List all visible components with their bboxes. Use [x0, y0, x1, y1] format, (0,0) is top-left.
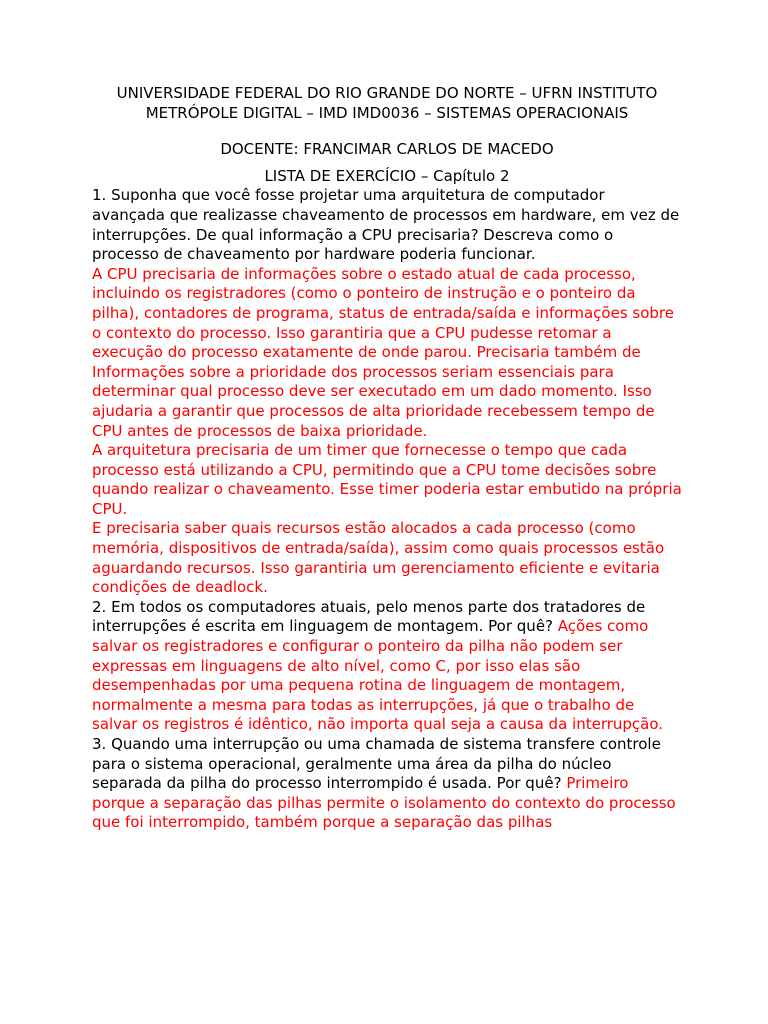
question-2-block [92, 598, 682, 735]
answer-1-paragraph-3: E precisaria saber quais recursos estão alocados a cada processo (como memória, dispositivos de entrada/saída), assim como quais processos estão aguardando recursos. Isso garantiria um gerenciamento eficiente e evitaria condições de deadlock. [92, 519, 665, 597]
answer-2: Ações como salvar os registradores e configurar o ponteiro da pilha não podem ser expressas em linguagens de alto nível, como C, por isso elas são desempenhadas por uma pequena rotina de linguagem de montagem, normalmente a mesma para todas as interrupções, já que o trabalho de salvar os registros é idêntico, não importa qual seja a causa da interrupção. [92, 617, 664, 734]
question-2: 2. Em todos os computadores atuais, pelo menos parte dos tratadores de interrupções é escrita em linguagem de montagem. Por quê? [92, 597, 646, 636]
list-title: LISTA DE EXERCÍCIO – Capítulo 2 [264, 166, 510, 185]
answer-1-paragraph-1: A CPU precisaria de informações sobre o estado atual de cada processo, incluindo os registradores (como o ponteiro de instrução e o ponteiro da pilha), contadores de programa, status de entrada/saída e informações sobre o contexto do processo. Isso garantiria que a CPU pudesse retomar a execução do processo exatamente de onde parou. Precisaria também de Informações sobre a prioridade dos processos seriam essenciais para determinar qual processo deve ser executado em um dado momento. Isso ajudaria a garantir que processos de alta prioridade recebessem tempo de CPU antes de processos de baixa prioridade. [92, 264, 674, 440]
question-3-block [92, 735, 682, 833]
question-3: 3. Quando uma interrupção ou uma chamada de sistema transfere controle para o sistema operacional, geralmente uma área da pilha do núcleo separada da pilha do processo interrompido é usada. Por quê? [92, 735, 661, 793]
teacher-line: DOCENTE: FRANCIMAR CARLOS DE MACEDO [220, 140, 554, 159]
document-page [92, 84, 682, 833]
institution-header: UNIVERSIDADE FEDERAL DO RIO GRANDE DO NORTE – UFRN INSTITUTO METRÓPOLE DIGITAL – IMD IMD0036 – SISTEMAS OPERACIONAIS [116, 84, 658, 122]
answer-3: Primeiro porque a separação das pilhas permite o isolamento do contexto do processo que foi interrompido, também porque a separação das pilhas [92, 774, 676, 832]
answer-1-paragraph-2: A arquitetura precisaria de um timer que fornecesse o tempo que cada processo está utilizando a CPU, permitindo que a CPU tome decisões sobre quando realizar o chaveamento. Esse timer poderia estar embutido na própria CPU. [92, 441, 682, 518]
question-1: 1. Suponha que você fosse projetar uma arquitetura de computador avançada que realizasse chaveamento de processos em hardware, em vez de interrupções. De qual informação a CPU precisaria? Descreva como o processo de chaveamento por hardware poderia funcionar. [92, 186, 680, 264]
